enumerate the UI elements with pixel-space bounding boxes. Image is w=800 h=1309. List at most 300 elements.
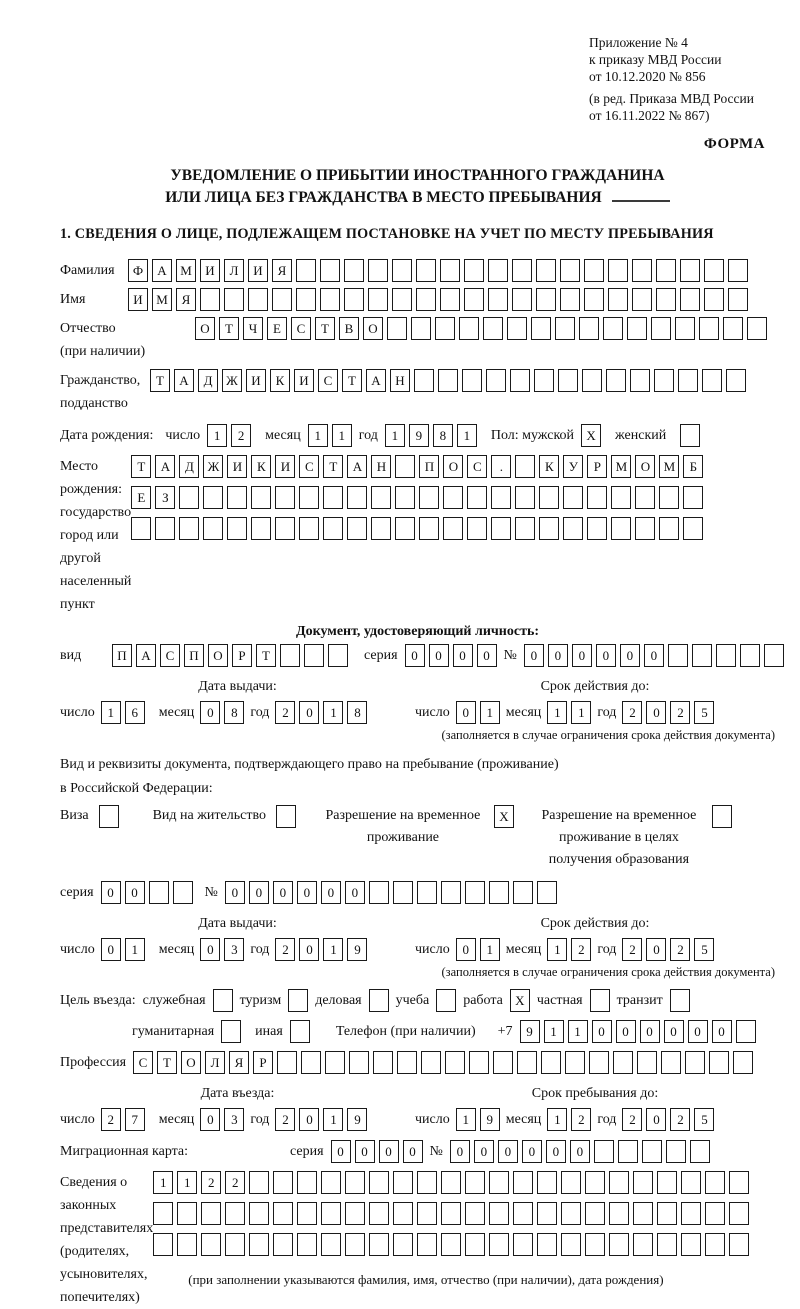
- form-cell[interactable]: [699, 317, 719, 340]
- form-cell[interactable]: М: [176, 259, 196, 282]
- form-cell[interactable]: С: [133, 1051, 153, 1074]
- form-cell[interactable]: [537, 881, 557, 904]
- form-cell[interactable]: 2: [622, 1108, 642, 1131]
- form-cell[interactable]: [419, 486, 439, 509]
- form-cell[interactable]: [517, 1051, 537, 1074]
- form-cell[interactable]: [395, 455, 415, 478]
- form-cell[interactable]: [467, 517, 487, 540]
- form-cell[interactable]: [393, 1171, 413, 1194]
- form-cell[interactable]: [200, 288, 220, 311]
- form-cell[interactable]: 0: [646, 938, 666, 961]
- form-cell[interactable]: 0: [125, 881, 145, 904]
- form-cell[interactable]: 0: [299, 1108, 319, 1131]
- form-cell[interactable]: [512, 259, 532, 282]
- form-cell[interactable]: Ч: [243, 317, 263, 340]
- form-cell[interactable]: [416, 288, 436, 311]
- form-cell[interactable]: [585, 1171, 605, 1194]
- form-cell[interactable]: Т: [157, 1051, 177, 1074]
- form-cell[interactable]: [369, 1171, 389, 1194]
- form-cell[interactable]: [249, 1233, 269, 1256]
- form-cell[interactable]: [179, 517, 199, 540]
- form-cell[interactable]: [344, 259, 364, 282]
- form-cell[interactable]: [173, 881, 193, 904]
- form-cell[interactable]: [666, 1140, 686, 1163]
- form-cell[interactable]: 0: [299, 938, 319, 961]
- form-cell[interactable]: [304, 644, 324, 667]
- form-cell[interactable]: [371, 517, 391, 540]
- form-cell[interactable]: [608, 259, 628, 282]
- form-cell[interactable]: 0: [101, 938, 121, 961]
- form-cell[interactable]: [733, 1051, 753, 1074]
- form-cell[interactable]: [441, 1202, 461, 1225]
- form-cell[interactable]: [272, 288, 292, 311]
- form-cell[interactable]: 1: [456, 1108, 476, 1131]
- form-cell[interactable]: [555, 317, 575, 340]
- form-cell[interactable]: С: [467, 455, 487, 478]
- form-cell[interactable]: [705, 1233, 725, 1256]
- form-cell[interactable]: 0: [405, 644, 425, 667]
- form-cell[interactable]: [225, 1202, 245, 1225]
- form-cell[interactable]: X: [494, 805, 514, 828]
- form-cell[interactable]: [395, 517, 415, 540]
- form-cell[interactable]: [225, 1233, 245, 1256]
- form-cell[interactable]: [513, 1233, 533, 1256]
- form-cell[interactable]: О: [443, 455, 463, 478]
- form-cell[interactable]: [560, 259, 580, 282]
- form-cell[interactable]: 2: [670, 701, 690, 724]
- form-cell[interactable]: Т: [219, 317, 239, 340]
- form-cell[interactable]: П: [112, 644, 132, 667]
- form-cell[interactable]: 5: [694, 701, 714, 724]
- form-cell[interactable]: [344, 288, 364, 311]
- form-cell[interactable]: Д: [198, 369, 218, 392]
- form-cell[interactable]: [513, 1202, 533, 1225]
- form-cell[interactable]: [297, 1202, 317, 1225]
- form-cell[interactable]: Т: [342, 369, 362, 392]
- form-cell[interactable]: [441, 881, 461, 904]
- form-cell[interactable]: [633, 1202, 653, 1225]
- form-cell[interactable]: [558, 369, 578, 392]
- form-cell[interactable]: [659, 517, 679, 540]
- form-cell[interactable]: [441, 1171, 461, 1194]
- form-cell[interactable]: С: [318, 369, 338, 392]
- form-cell[interactable]: Т: [256, 644, 276, 667]
- form-cell[interactable]: 0: [403, 1140, 423, 1163]
- form-cell[interactable]: [670, 989, 690, 1012]
- form-cell[interactable]: У: [563, 455, 583, 478]
- form-cell[interactable]: [486, 369, 506, 392]
- form-cell[interactable]: 0: [355, 1140, 375, 1163]
- form-cell[interactable]: [435, 317, 455, 340]
- form-cell[interactable]: 0: [200, 1108, 220, 1131]
- form-cell[interactable]: 0: [453, 644, 473, 667]
- form-cell[interactable]: 0: [570, 1140, 590, 1163]
- form-cell[interactable]: [488, 259, 508, 282]
- form-cell[interactable]: З: [155, 486, 175, 509]
- form-cell[interactable]: 5: [694, 1108, 714, 1131]
- form-cell[interactable]: М: [152, 288, 172, 311]
- form-cell[interactable]: [635, 517, 655, 540]
- form-cell[interactable]: [443, 517, 463, 540]
- form-cell[interactable]: [299, 486, 319, 509]
- form-cell[interactable]: 8: [224, 701, 244, 724]
- form-cell[interactable]: [606, 369, 626, 392]
- form-cell[interactable]: [661, 1051, 681, 1074]
- form-cell[interactable]: К: [539, 455, 559, 478]
- form-cell[interactable]: [488, 288, 508, 311]
- form-cell[interactable]: 0: [644, 644, 664, 667]
- form-cell[interactable]: [369, 1233, 389, 1256]
- form-cell[interactable]: 6: [125, 701, 145, 724]
- form-cell[interactable]: [227, 486, 247, 509]
- form-cell[interactable]: [325, 1051, 345, 1074]
- form-cell[interactable]: [491, 486, 511, 509]
- form-cell[interactable]: 9: [347, 938, 367, 961]
- form-cell[interactable]: [345, 1233, 365, 1256]
- form-cell[interactable]: [680, 259, 700, 282]
- form-cell[interactable]: [642, 1140, 662, 1163]
- form-cell[interactable]: [296, 259, 316, 282]
- form-cell[interactable]: 1: [544, 1020, 564, 1043]
- form-cell[interactable]: [299, 517, 319, 540]
- form-cell[interactable]: [464, 259, 484, 282]
- form-cell[interactable]: [539, 517, 559, 540]
- form-cell[interactable]: [369, 1202, 389, 1225]
- form-cell[interactable]: 0: [477, 644, 497, 667]
- form-cell[interactable]: [541, 1051, 561, 1074]
- form-cell[interactable]: [462, 369, 482, 392]
- form-cell[interactable]: [608, 288, 628, 311]
- form-cell[interactable]: 1: [480, 701, 500, 724]
- form-cell[interactable]: [149, 881, 169, 904]
- form-cell[interactable]: [627, 317, 647, 340]
- form-cell[interactable]: [203, 517, 223, 540]
- form-cell[interactable]: [635, 486, 655, 509]
- form-cell[interactable]: 9: [480, 1108, 500, 1131]
- form-cell[interactable]: [681, 1171, 701, 1194]
- form-cell[interactable]: О: [181, 1051, 201, 1074]
- form-cell[interactable]: [393, 1233, 413, 1256]
- form-cell[interactable]: 2: [275, 1108, 295, 1131]
- form-cell[interactable]: 0: [450, 1140, 470, 1163]
- form-cell[interactable]: [273, 1233, 293, 1256]
- form-cell[interactable]: [507, 317, 527, 340]
- form-cell[interactable]: Д: [179, 455, 199, 478]
- form-cell[interactable]: X: [510, 989, 530, 1012]
- form-cell[interactable]: 1: [323, 938, 343, 961]
- form-cell[interactable]: [489, 1233, 509, 1256]
- form-cell[interactable]: [249, 1171, 269, 1194]
- form-cell[interactable]: 0: [524, 644, 544, 667]
- form-cell[interactable]: [590, 989, 610, 1012]
- form-cell[interactable]: [633, 1171, 653, 1194]
- form-cell[interactable]: [441, 1233, 461, 1256]
- form-cell[interactable]: [201, 1233, 221, 1256]
- form-cell[interactable]: [280, 644, 300, 667]
- form-cell[interactable]: 0: [646, 701, 666, 724]
- form-cell[interactable]: [321, 1202, 341, 1225]
- form-cell[interactable]: [585, 1233, 605, 1256]
- form-cell[interactable]: [609, 1233, 629, 1256]
- form-cell[interactable]: [297, 1233, 317, 1256]
- form-cell[interactable]: [155, 517, 175, 540]
- form-cell[interactable]: [587, 517, 607, 540]
- form-cell[interactable]: 0: [712, 1020, 732, 1043]
- form-cell[interactable]: П: [419, 455, 439, 478]
- form-cell[interactable]: [680, 424, 700, 447]
- form-cell[interactable]: А: [347, 455, 367, 478]
- form-cell[interactable]: К: [270, 369, 290, 392]
- form-cell[interactable]: [609, 1171, 629, 1194]
- form-cell[interactable]: 2: [225, 1171, 245, 1194]
- form-cell[interactable]: [651, 317, 671, 340]
- form-cell[interactable]: [712, 805, 732, 828]
- form-cell[interactable]: [395, 486, 415, 509]
- form-cell[interactable]: А: [136, 644, 156, 667]
- form-cell[interactable]: [296, 288, 316, 311]
- form-cell[interactable]: 0: [456, 938, 476, 961]
- form-cell[interactable]: [683, 517, 703, 540]
- form-cell[interactable]: [561, 1171, 581, 1194]
- form-cell[interactable]: [678, 369, 698, 392]
- form-cell[interactable]: [582, 369, 602, 392]
- form-cell[interactable]: [513, 1171, 533, 1194]
- form-cell[interactable]: [440, 259, 460, 282]
- form-cell[interactable]: 2: [101, 1108, 121, 1131]
- form-cell[interactable]: [177, 1233, 197, 1256]
- form-cell[interactable]: 1: [547, 1108, 567, 1131]
- form-cell[interactable]: [368, 259, 388, 282]
- form-cell[interactable]: С: [291, 317, 311, 340]
- form-cell[interactable]: [513, 881, 533, 904]
- form-cell[interactable]: [417, 1233, 437, 1256]
- form-cell[interactable]: 2: [231, 424, 251, 447]
- form-cell[interactable]: [411, 317, 431, 340]
- form-cell[interactable]: [489, 881, 509, 904]
- form-cell[interactable]: [512, 288, 532, 311]
- form-cell[interactable]: [705, 1202, 725, 1225]
- form-cell[interactable]: 0: [498, 1140, 518, 1163]
- form-cell[interactable]: [227, 517, 247, 540]
- form-cell[interactable]: Л: [224, 259, 244, 282]
- form-cell[interactable]: [728, 288, 748, 311]
- form-cell[interactable]: 2: [670, 1108, 690, 1131]
- form-cell[interactable]: [438, 369, 458, 392]
- form-cell[interactable]: И: [246, 369, 266, 392]
- form-cell[interactable]: [537, 1171, 557, 1194]
- form-cell[interactable]: [534, 369, 554, 392]
- form-cell[interactable]: И: [128, 288, 148, 311]
- form-cell[interactable]: 0: [429, 644, 449, 667]
- form-cell[interactable]: 1: [323, 1108, 343, 1131]
- form-cell[interactable]: [764, 644, 784, 667]
- form-cell[interactable]: [469, 1051, 489, 1074]
- form-cell[interactable]: [565, 1051, 585, 1074]
- form-cell[interactable]: [675, 317, 695, 340]
- form-cell[interactable]: [536, 259, 556, 282]
- form-cell[interactable]: [609, 1202, 629, 1225]
- form-cell[interactable]: [729, 1233, 749, 1256]
- form-cell[interactable]: [99, 805, 119, 828]
- form-cell[interactable]: [740, 644, 760, 667]
- form-cell[interactable]: И: [275, 455, 295, 478]
- form-cell[interactable]: Т: [315, 317, 335, 340]
- form-cell[interactable]: 2: [275, 701, 295, 724]
- form-cell[interactable]: [328, 644, 348, 667]
- form-cell[interactable]: [368, 288, 388, 311]
- form-cell[interactable]: [483, 317, 503, 340]
- form-cell[interactable]: [489, 1202, 509, 1225]
- form-cell[interactable]: Т: [131, 455, 151, 478]
- form-cell[interactable]: П: [184, 644, 204, 667]
- form-cell[interactable]: 1: [332, 424, 352, 447]
- form-cell[interactable]: [436, 989, 456, 1012]
- form-cell[interactable]: 0: [664, 1020, 684, 1043]
- form-cell[interactable]: [321, 1233, 341, 1256]
- form-cell[interactable]: 0: [101, 881, 121, 904]
- form-cell[interactable]: 1: [480, 938, 500, 961]
- form-cell[interactable]: [459, 317, 479, 340]
- form-cell[interactable]: [297, 1171, 317, 1194]
- form-cell[interactable]: А: [174, 369, 194, 392]
- form-cell[interactable]: 9: [520, 1020, 540, 1043]
- form-cell[interactable]: Е: [131, 486, 151, 509]
- form-cell[interactable]: [537, 1233, 557, 1256]
- form-cell[interactable]: Р: [587, 455, 607, 478]
- form-cell[interactable]: Т: [323, 455, 343, 478]
- form-cell[interactable]: [726, 369, 746, 392]
- form-cell[interactable]: С: [160, 644, 180, 667]
- form-cell[interactable]: Н: [390, 369, 410, 392]
- form-cell[interactable]: [657, 1233, 677, 1256]
- form-cell[interactable]: 0: [225, 881, 245, 904]
- form-cell[interactable]: [685, 1051, 705, 1074]
- form-cell[interactable]: 8: [433, 424, 453, 447]
- form-cell[interactable]: [273, 1171, 293, 1194]
- form-cell[interactable]: Ж: [203, 455, 223, 478]
- form-cell[interactable]: Я: [272, 259, 292, 282]
- form-cell[interactable]: [585, 1202, 605, 1225]
- form-cell[interactable]: 2: [201, 1171, 221, 1194]
- form-cell[interactable]: [131, 517, 151, 540]
- form-cell[interactable]: К: [251, 455, 271, 478]
- form-cell[interactable]: 3: [224, 938, 244, 961]
- form-cell[interactable]: [611, 517, 631, 540]
- form-cell[interactable]: 9: [347, 1108, 367, 1131]
- form-cell[interactable]: [443, 486, 463, 509]
- form-cell[interactable]: 1: [568, 1020, 588, 1043]
- form-cell[interactable]: [510, 369, 530, 392]
- form-cell[interactable]: [320, 288, 340, 311]
- form-cell[interactable]: [179, 486, 199, 509]
- form-cell[interactable]: Р: [232, 644, 252, 667]
- form-cell[interactable]: В: [339, 317, 359, 340]
- form-cell[interactable]: 0: [273, 881, 293, 904]
- form-cell[interactable]: [489, 1171, 509, 1194]
- form-cell[interactable]: [515, 486, 535, 509]
- form-cell[interactable]: Н: [371, 455, 391, 478]
- form-cell[interactable]: 5: [694, 938, 714, 961]
- form-cell[interactable]: А: [155, 455, 175, 478]
- form-cell[interactable]: [465, 1202, 485, 1225]
- form-cell[interactable]: 0: [646, 1108, 666, 1131]
- form-cell[interactable]: 1: [457, 424, 477, 447]
- form-cell[interactable]: [249, 1202, 269, 1225]
- form-cell[interactable]: 0: [616, 1020, 636, 1043]
- form-cell[interactable]: [723, 317, 743, 340]
- form-cell[interactable]: [347, 517, 367, 540]
- form-cell[interactable]: О: [363, 317, 383, 340]
- form-cell[interactable]: [275, 486, 295, 509]
- form-cell[interactable]: 1: [547, 938, 567, 961]
- form-cell[interactable]: [633, 1233, 653, 1256]
- form-cell[interactable]: [681, 1202, 701, 1225]
- form-cell[interactable]: 0: [548, 644, 568, 667]
- form-cell[interactable]: [716, 644, 736, 667]
- form-cell[interactable]: 0: [297, 881, 317, 904]
- form-cell[interactable]: Я: [229, 1051, 249, 1074]
- form-cell[interactable]: 0: [200, 701, 220, 724]
- form-cell[interactable]: [347, 486, 367, 509]
- form-cell[interactable]: [177, 1202, 197, 1225]
- form-cell[interactable]: [251, 517, 271, 540]
- form-cell[interactable]: А: [366, 369, 386, 392]
- form-cell[interactable]: 1: [323, 701, 343, 724]
- form-cell[interactable]: Т: [150, 369, 170, 392]
- form-cell[interactable]: [657, 1171, 677, 1194]
- form-cell[interactable]: 1: [571, 701, 591, 724]
- form-cell[interactable]: 0: [546, 1140, 566, 1163]
- form-cell[interactable]: [702, 369, 722, 392]
- form-cell[interactable]: Б: [683, 455, 703, 478]
- form-cell[interactable]: [563, 517, 583, 540]
- form-cell[interactable]: 0: [345, 881, 365, 904]
- form-cell[interactable]: [704, 259, 724, 282]
- form-cell[interactable]: [465, 1233, 485, 1256]
- form-cell[interactable]: 2: [571, 1108, 591, 1131]
- form-cell[interactable]: [203, 486, 223, 509]
- form-cell[interactable]: [224, 288, 244, 311]
- form-cell[interactable]: Я: [176, 288, 196, 311]
- form-cell[interactable]: [277, 1051, 297, 1074]
- form-cell[interactable]: 0: [200, 938, 220, 961]
- form-cell[interactable]: [323, 486, 343, 509]
- form-cell[interactable]: [618, 1140, 638, 1163]
- form-cell[interactable]: [421, 1051, 441, 1074]
- form-cell[interactable]: [728, 259, 748, 282]
- form-cell[interactable]: [736, 1020, 756, 1043]
- form-cell[interactable]: 0: [572, 644, 592, 667]
- form-cell[interactable]: [579, 317, 599, 340]
- form-cell[interactable]: М: [611, 455, 631, 478]
- form-cell[interactable]: [417, 881, 437, 904]
- form-cell[interactable]: [539, 486, 559, 509]
- form-cell[interactable]: [349, 1051, 369, 1074]
- form-cell[interactable]: 0: [299, 701, 319, 724]
- form-cell[interactable]: 0: [321, 881, 341, 904]
- form-cell[interactable]: 1: [308, 424, 328, 447]
- form-cell[interactable]: [536, 288, 556, 311]
- form-cell[interactable]: [584, 259, 604, 282]
- form-cell[interactable]: 2: [622, 701, 642, 724]
- form-cell[interactable]: [465, 881, 485, 904]
- form-cell[interactable]: [630, 369, 650, 392]
- form-cell[interactable]: [417, 1171, 437, 1194]
- form-cell[interactable]: Ж: [222, 369, 242, 392]
- form-cell[interactable]: 7: [125, 1108, 145, 1131]
- form-cell[interactable]: [369, 881, 389, 904]
- form-cell[interactable]: 1: [385, 424, 405, 447]
